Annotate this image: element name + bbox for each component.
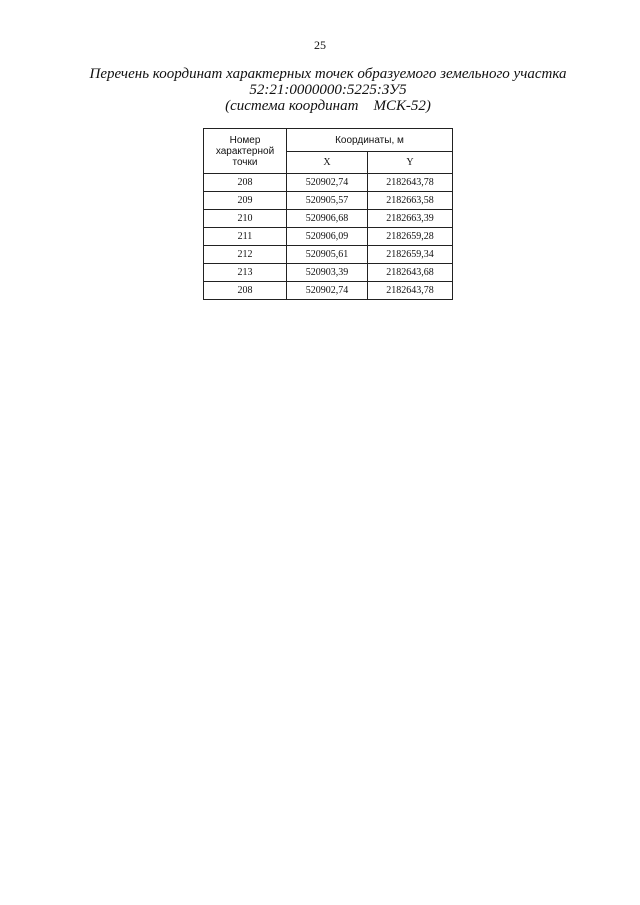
table-row	[204, 210, 453, 228]
y-cell: 2182659,34	[368, 246, 453, 264]
title-line-1: Перечень координат характерных точек образуемого земельного участка	[89, 66, 567, 82]
document-title	[60, 66, 596, 114]
point-number-cell: 211	[204, 228, 287, 246]
table-row	[204, 246, 453, 264]
x-cell: 520906,09	[287, 228, 368, 246]
header-y: Y	[368, 152, 453, 174]
coordinates-table	[203, 128, 453, 300]
table-row	[204, 282, 453, 300]
point-number-cell: 209	[204, 192, 287, 210]
x-cell: 520902,74	[287, 282, 368, 300]
x-cell: 520905,57	[287, 192, 368, 210]
y-cell: 2182643,78	[368, 174, 453, 192]
x-cell: 520905,61	[287, 246, 368, 264]
page-number: 25	[314, 38, 326, 52]
y-cell: 2182663,39	[368, 210, 453, 228]
y-cell: 2182659,28	[368, 228, 453, 246]
point-number-cell: 213	[204, 264, 287, 282]
y-cell: 2182663,58	[368, 192, 453, 210]
y-cell: 2182643,68	[368, 264, 453, 282]
header-point-number: Номер характерной точки	[204, 129, 287, 174]
table-row	[204, 264, 453, 282]
title-line-2: 52:21:0000000:5225:ЗУ5	[249, 82, 407, 98]
title-line-3: (система координат МСК-52)	[225, 98, 431, 114]
header-coordinates: Координаты, м	[287, 129, 453, 152]
table-row	[204, 174, 453, 192]
point-number-cell: 210	[204, 210, 287, 228]
x-cell: 520902,74	[287, 174, 368, 192]
x-cell: 520903,39	[287, 264, 368, 282]
header-x: X	[287, 152, 368, 174]
point-number-cell: 208	[204, 282, 287, 300]
x-cell: 520906,68	[287, 210, 368, 228]
point-number-cell: 212	[204, 246, 287, 264]
table-row	[204, 192, 453, 210]
y-cell: 2182643,78	[368, 282, 453, 300]
point-number-cell: 208	[204, 174, 287, 192]
table-row	[204, 228, 453, 246]
